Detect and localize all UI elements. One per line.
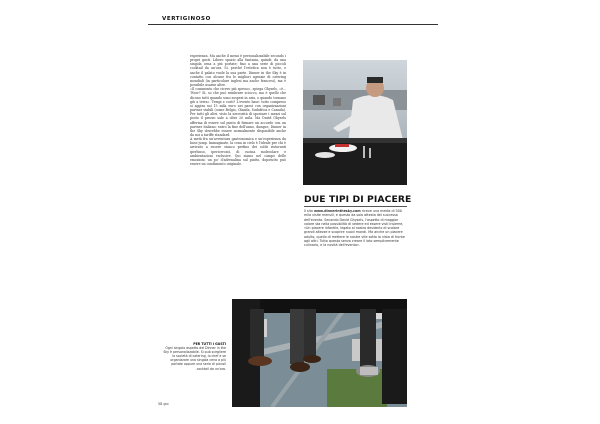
section-divider xyxy=(148,24,438,25)
sidebar-text-intro: Il sito xyxy=(304,209,314,213)
photo-chef-serving-image xyxy=(303,60,407,185)
sidebar-title: DUE TIPI DI PIACERE xyxy=(304,194,412,205)
photo-dangling-legs xyxy=(232,299,407,407)
sidebar-text-body: riceve una media di 300 mila visite mensili, e questo da solo attesta del successo dell'evento. Secondo David Ghysels, l'aspetto di maggior valore sta nella possibilità di vedere ed essere visti insieme, «Un piacere infantile, legato al nostro desiderio di scalare grandi altezze e scoprire nuovi mondi. Ma anche un piacere adulto, quello di mettere le nostre vite sotto la vista di fronte agli altri. Tutto questo senza creare il lato semplicemente culinario, e la novità dell'evento». xyxy=(304,209,405,248)
sidebar-text xyxy=(304,209,407,248)
photo-caption xyxy=(160,342,226,371)
photo-chef-serving xyxy=(303,60,407,185)
caption-title: PER TUTTI I GUSTI xyxy=(193,342,226,346)
magazine-page xyxy=(148,12,438,412)
page-number: 58 gio xyxy=(158,402,169,406)
caption-text: Ogni singolo aspetto del Dinner in the Sky è personalizzabile. Si può scegliere la società di catering, lo chef e se organizzare una singola cena a più portate oppure una serie di piccoli cocktail da un'ora. xyxy=(163,346,226,371)
sidebar-divider xyxy=(304,206,407,207)
article-paragraph: «Il commento che ricevo più spesso», spiega Ghysels, «è... 'Wow!' Sì, so che può sembrare scioccο, ma è quello che dicono tutti quando sono sospesi in aria, o quando tornano giù a terra». Tempi e costi? L'evento base: tutto compreso si aggira sui 15 mila euro nei paesi con organizzazioni partner stabili (come Belgio, Olanda, Sudafrica e Canada). Per tutti gli altri, visto la necessità di spostare i mezzi sul posto il prezzo sale a oltre 20 mila. Ma David Ghysels afferma di essere sul punto di firmare un accordo con un partner italiano: entro la fine dell'anno, dunque, Dinner in the Sky dovrebbe essere normalmente disponibile anche da noi a tariffe standard. xyxy=(190,87,286,137)
sidebar-website-link[interactable]: www.dinnerinthesky.com xyxy=(313,209,361,213)
article-paragraph: A metà fra un'avventura gastronomica e un'esperienza da base jump. Immaginate, la cena in cielo è l'ideale per chi è arrivato a essere stanco perfino dei soliti ristoranti iperlusso, ipericercati, di cucina molecolare e ambientazioni esclusive. Qui siamo nel campo delle emozioni: un po' d'adrenalina sul piatto, dopotutto può essere un condimento originale. xyxy=(190,137,286,167)
photo-dangling-legs-image xyxy=(232,299,407,407)
section-title: VERTIGINOSO xyxy=(162,16,211,22)
article-paragraph: esperienza. Ma anche il menu è personalizzabile secondo i propri gusti. Libero spazio alla fantasia, quindi: da una singola cena a più portate; fino a una serie di piccoli cocktail da un'ora. Si, perché l'estetica non è tutto, e anche il palato vuole la sua parte. Dinner in the Sky è in contatto con alcune fra le migliori agenzie di catering mondiali (in particolare inglesi ma anche francesi), ma è possibile usarne altre. xyxy=(190,54,286,88)
main-article-column xyxy=(190,54,286,166)
